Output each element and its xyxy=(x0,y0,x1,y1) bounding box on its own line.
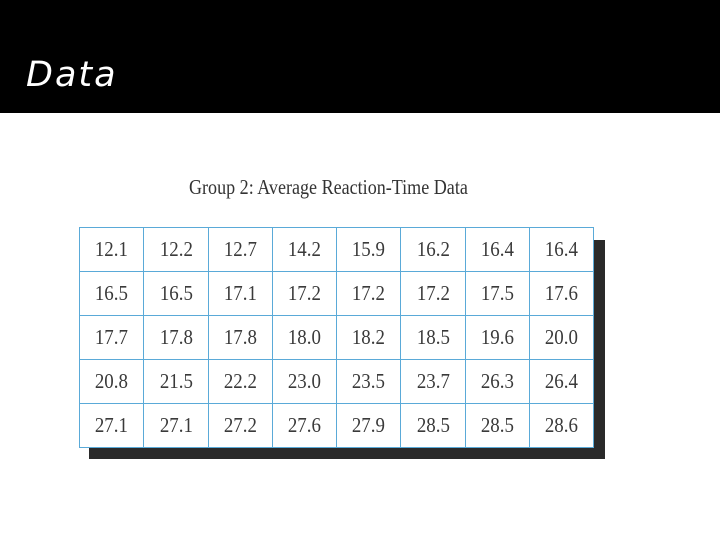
cell-value: 21.5 xyxy=(159,369,193,393)
table-cell xyxy=(337,272,401,316)
table-cell xyxy=(337,404,401,448)
slide-title: Data xyxy=(26,55,118,95)
cell-value: 23.7 xyxy=(416,369,450,393)
table-caption: Group 2: Average Reaction-Time Data xyxy=(189,175,468,199)
table-row xyxy=(80,228,594,272)
cell-value: 16.5 xyxy=(95,281,129,305)
cell-value: 16.4 xyxy=(480,237,514,261)
cell-value: 12.1 xyxy=(95,237,129,261)
table-body xyxy=(80,228,594,448)
table-cell xyxy=(529,360,593,404)
cell-value: 17.6 xyxy=(544,281,578,305)
table-cell xyxy=(401,360,465,404)
cell-value: 17.2 xyxy=(416,281,450,305)
cell-value: 20.0 xyxy=(544,325,578,349)
cell-value: 16.2 xyxy=(416,237,450,261)
cell-value: 28.5 xyxy=(416,413,450,437)
cell-value: 23.5 xyxy=(352,369,386,393)
cell-value: 26.3 xyxy=(480,369,514,393)
table-row xyxy=(80,404,594,448)
table-cell xyxy=(272,272,336,316)
table-cell xyxy=(208,404,272,448)
cell-value: 28.5 xyxy=(480,413,514,437)
table-row xyxy=(80,272,594,316)
table-cell xyxy=(208,360,272,404)
table-cell xyxy=(465,316,529,360)
cell-value: 28.6 xyxy=(544,413,578,437)
table-cell xyxy=(465,228,529,272)
table-cell xyxy=(337,316,401,360)
table-cell xyxy=(337,228,401,272)
cell-value: 14.2 xyxy=(287,237,321,261)
cell-value: 18.2 xyxy=(352,325,386,349)
table-cell xyxy=(465,360,529,404)
cell-value: 17.8 xyxy=(223,325,257,349)
table-cell xyxy=(80,360,144,404)
cell-value: 22.2 xyxy=(223,369,257,393)
cell-value: 18.5 xyxy=(416,325,450,349)
table-cell xyxy=(272,360,336,404)
table-cell xyxy=(529,228,593,272)
table-cell xyxy=(465,272,529,316)
table-cell xyxy=(272,404,336,448)
table-cell xyxy=(529,316,593,360)
table-cell xyxy=(401,228,465,272)
table-row xyxy=(80,316,594,360)
cell-value: 15.9 xyxy=(352,237,386,261)
cell-value: 12.7 xyxy=(223,237,257,261)
cell-value: 12.2 xyxy=(159,237,193,261)
cell-value: 20.8 xyxy=(95,369,129,393)
table-cell xyxy=(144,228,208,272)
cell-value: 27.6 xyxy=(287,413,321,437)
table-row xyxy=(80,360,594,404)
table-cell xyxy=(272,316,336,360)
table-cell xyxy=(208,272,272,316)
cell-value: 26.4 xyxy=(544,369,578,393)
table-cell xyxy=(80,404,144,448)
table-cell xyxy=(529,272,593,316)
table-cell xyxy=(144,316,208,360)
cell-value: 17.2 xyxy=(352,281,386,305)
cell-value: 17.5 xyxy=(480,281,514,305)
cell-value: 23.0 xyxy=(287,369,321,393)
table-cell xyxy=(401,316,465,360)
cell-value: 27.2 xyxy=(223,413,257,437)
cell-value: 17.8 xyxy=(159,325,193,349)
cell-value: 17.7 xyxy=(95,325,129,349)
table-cell xyxy=(529,404,593,448)
table-cell xyxy=(465,404,529,448)
table-cell xyxy=(337,360,401,404)
table-cell xyxy=(208,228,272,272)
cell-value: 17.1 xyxy=(223,281,257,305)
table-cell xyxy=(401,404,465,448)
cell-value: 18.0 xyxy=(287,325,321,349)
table-cell xyxy=(272,228,336,272)
table-cell xyxy=(144,272,208,316)
cell-value: 17.2 xyxy=(287,281,321,305)
cell-value: 16.5 xyxy=(159,281,193,305)
cell-value: 27.9 xyxy=(352,413,386,437)
cell-value: 27.1 xyxy=(95,413,129,437)
cell-value: 27.1 xyxy=(159,413,193,437)
cell-value: 19.6 xyxy=(480,325,514,349)
reaction-time-table xyxy=(79,227,594,448)
cell-value: 16.4 xyxy=(544,237,578,261)
title-bar xyxy=(0,0,720,113)
table-cell xyxy=(80,228,144,272)
table-cell xyxy=(144,360,208,404)
table-cell xyxy=(80,272,144,316)
table-cell xyxy=(401,272,465,316)
table-cell xyxy=(80,316,144,360)
table-cell xyxy=(144,404,208,448)
table-cell xyxy=(208,316,272,360)
